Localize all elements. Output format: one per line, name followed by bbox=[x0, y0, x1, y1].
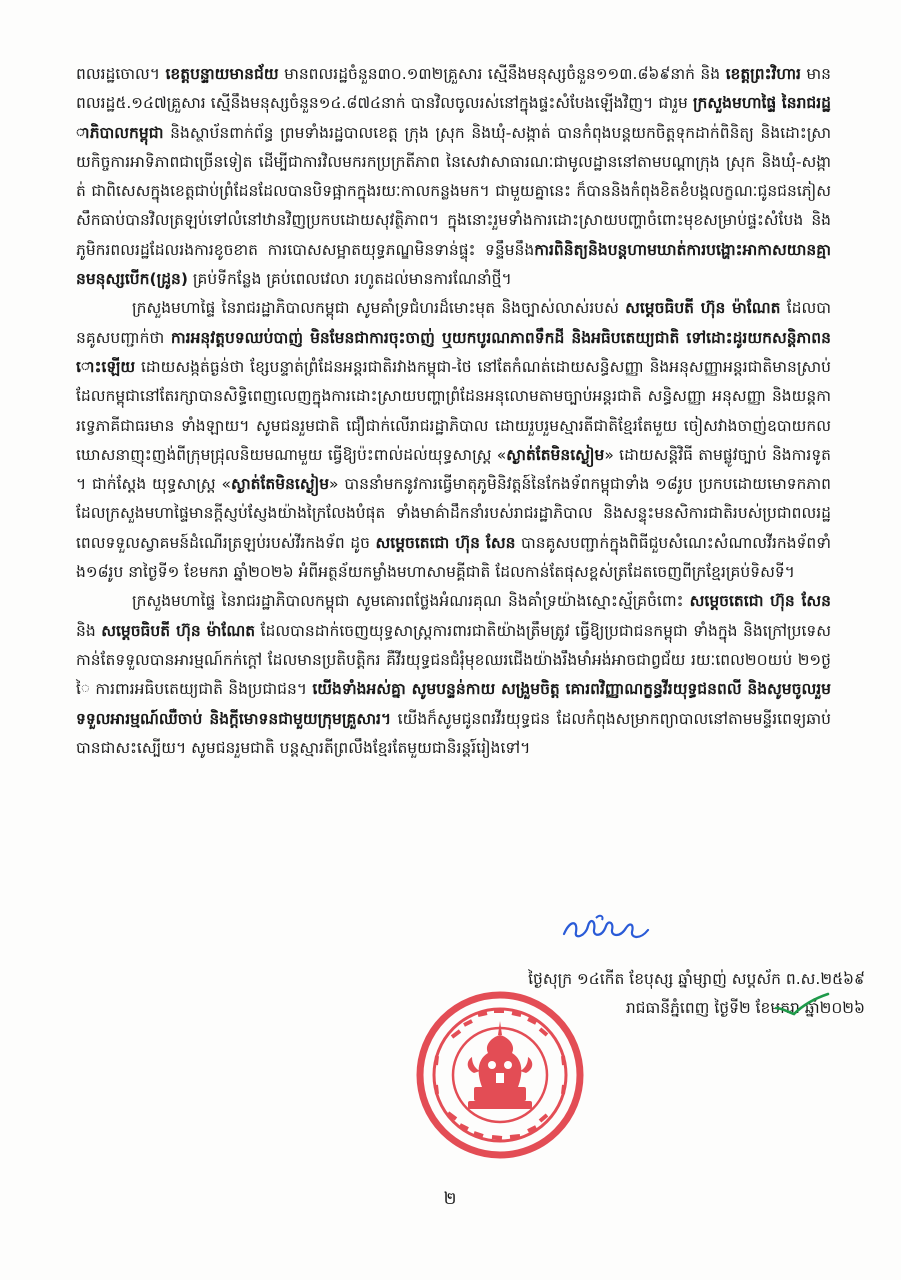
body-text-run: និងស្ថាប័នពាក់ព័ន្ធ ព្រមទាំងរដ្ឋបាលខេត្ត ក្រុង ស្រុក និងឃុំ-សង្កាត់ បានកំពុងបន្តយកចិត្តទុកដាក់ពិនិត្យ និងដោះស្រាយកិច្ចការអាទិភាពជាច្រើនទៀត ដើម្បីជាការវិលមករកប្រក្រតីភាព នៃសេវាសាធារណៈជាមូលដ្ឋាននៅតាមបណ្តាក្រុង ស្រុក និងឃុំ-សង្កាត់ ជាពិសេសក្នុងខេត្តជាប់ព្រំដែនដែលបានបិទផ្អាកក្នុងរយៈកាលកន្លងមក។ ជាមួយគ្នានេះ ក៏បាននិងកំពុងខិតខំបង្កលក្ខណៈជូនជនភៀសសឹកធាប់បានវិលត្រឡប់ទៅលំនៅឋានវិញប្រកបដោយសុវត្ថិភាព។ ក្នុងនោះរួមទាំងការដោះស្រាយបញ្ហាចំពោះមុខសម្រាប់ផ្ទះសំបែង និងភូមិករពលរដ្ឋដែលរងការខូចខាត ការបោសសម្អាតយុទ្ធភណ្ឌមិនទាន់ផ្ទុះ ទន្ទឹមនឹង bbox=[76, 123, 831, 259]
paragraph-3 bbox=[76, 587, 831, 763]
emphasis-text: សម្តេចតេជោ ហ៊ុន សែន bbox=[375, 533, 516, 552]
body-text-run: » ដោយសន្តិវិធី តាមផ្លូវច្បាប់ និងការទូត។ ជាក់ស្តែង យុទ្ធសាស្ត្រ « bbox=[76, 445, 832, 494]
emphasis-text: ខេត្តព្រះវិហារ bbox=[725, 65, 801, 83]
emphasis-text: សម្តេចធិបតី ហ៊ុន ម៉ាណែត bbox=[101, 621, 256, 640]
checkmark-icon bbox=[772, 990, 832, 1018]
emphasis-text: ការពិនិត្យនិងបន្តហាមឃាត់ការបង្ហោះអាកាសយានគ្មានមនុស្សបើក(ដ្រូន) bbox=[76, 240, 831, 289]
official-seal-icon bbox=[412, 985, 587, 1165]
body-text-run: មានពលរដ្ឋចំនួន៣០.១៣២គ្រួសារ ស្មើនឹងមនុស្សចំនួន១១៣.៨៦៩នាក់ និង bbox=[278, 65, 726, 83]
lunar-date: ថ្ងៃសុក្រ ១៤កើត ខែបុស្ស ឆ្នាំម្សាញ់ សប្តស័ក ព.ស.២៥៦៩ bbox=[528, 970, 865, 988]
body-text-run: ពលរដ្ឋចោល។ bbox=[76, 65, 166, 83]
body-text-run: ដោយសង្កត់ធ្ងន់ថា ខ្សែបន្ទាត់ព្រំដែនអន្តរជាតិរវាងកម្ពុជា-ថៃ នៅតែកំណត់ដោយសន្ធិសញ្ញា និងអនុសញ្ញាអន្តរជាតិមានស្រាប់ ដែលកម្ពុជានៅតែរក្សាបានសិទ្ធិពេញលេញក្នុងការដោះស្រាយបញ្ហាព្រំដែនអនុលោមតាមច្បាប់អន្តរជាតិ សន្ធិសញ្ញា អនុសញ្ញា និងយន្តការទ្វេភាគីជាធរមាន ទាំងឡាយ។ សូមជនរួមជាតិ ជឿជាក់លើរាជរដ្ឋាភិបាល ដោយរួបរួមស្មារតីជាតិខ្មែរតែមួយ ចៀសវាងចាញ់ឧបាយកលឃោសនាញុះញង់ពីក្រុមជ្រុលនិយមណាមួយ ធ្វើឱ្យប៉ះពាល់ដល់យុទ្ធសាស្ត្រ « bbox=[76, 357, 831, 464]
emphasis-text: ខេត្តបន្ទាយមានជ័យ bbox=[165, 65, 279, 83]
body-text-run: គ្រប់ទីកន្លែង គ្រប់ពេលវេលា រហូតដល់មានការណែនាំថ្មី។ bbox=[187, 270, 512, 289]
place-date: រាជធានីភ្នំពេញ ថ្ងៃទី២ ខែមករា ឆ្នាំ២០២៦ bbox=[625, 999, 865, 1017]
body-text-run: ដែលបានគូសបញ្ជាក់ថា bbox=[76, 299, 832, 347]
body-text-run: និង bbox=[76, 621, 102, 640]
emphasis-text: យើងទាំងអស់គ្នា សូមបន្ទន់កាយ សង្រួមចិត្ត គោរពវិញ្ញាណក្ខន្ធវីរយុទ្ធជនពលី និងសូមចូលរួមទទួលអារម្មណ៍ឈឺចាប់ និងក្តីមោទនជាមួយក្រុមគ្រួសារ។ bbox=[76, 680, 831, 728]
initials-signature-icon bbox=[560, 912, 655, 947]
emphasis-text: ស្ងាត់តែមិនស្ងៀម bbox=[506, 445, 605, 464]
body-text-run: ក្រសួងមហាផ្ទៃ នៃរាជរដ្ឋាភិបាលកម្ពុជា សូមគាំទ្រជំហរដ៏មោះមុត និងច្បាស់លាស់របស់ bbox=[132, 299, 626, 318]
body-text-run: ក្រសួងមហាផ្ទៃ នៃរាជរដ្ឋាភិបាលកម្ពុជា សូមគោរពថ្លែងអំណរគុណ និងគាំទ្រយ៉ាងស្មោះស្ម័គ្រចំពោះ bbox=[132, 592, 690, 611]
page-number: ២ bbox=[443, 1189, 457, 1209]
emphasis-text: ក្រសួងមហាផ្ទៃ នៃរាជរដ្ឋាភិបាលកម្ពុជា bbox=[76, 94, 832, 142]
body-text-run: មានពលរដ្ឋ៥.១៤៧គ្រួសារ ស្មើនឹងមនុស្សចំនួន១៤.៨៧៤នាក់ បានវិលចូលរស់នៅក្នុងផ្ទះសំបែងឡើងវិញ។ ជារួម bbox=[76, 65, 832, 113]
paragraph-1 bbox=[76, 60, 831, 294]
body-text-run: យើងក៏សូមជូនពរវីរយុទ្ធជន ដែលកំពុងសម្រាកព្យាបាលនៅតាមមន្ទីរពេទ្យឆាប់បានជាសះស្បើយ។ សូមជនរួមជាតិ បន្តស្មារតីព្រលឹងខ្មែរតែមួយជានិរន្តរ៍រៀងទៅ។ bbox=[76, 709, 831, 757]
emphasis-text: ការអនុវត្តបទឈប់បាញ់ មិនមែនជាការចុះចាញ់ ឬយកបូរណភាពទឹកដី និងអធិបតេយ្យជាតិ ទៅដោះដូរយកសន្តិភាពនោះឡើយ bbox=[76, 328, 831, 376]
body-text-run: ដែលបានដាក់ចេញយុទ្ធសាស្ត្រការពារជាតិយ៉ាងត្រឹមត្រូវ ធ្វើឱ្យប្រជាជនកម្ពុជា ទាំងក្នុង និងក្រៅប្រទេស កាន់តែទទួលបានអារម្មណ៍កក់ក្តៅ ដែលមានប្រតិបត្តិករ គឺវីរយុទ្ធជនជំរុំមុខឈរជើងយ៉ាងរឹងមាំអង់អាចជាព្វជ័យ រយៈពេល២០យប់ ២១ថ្ងៃ ការពារអធិបតេយ្យជាតិ និងប្រជាជន។ bbox=[76, 621, 831, 699]
paragraph-2 bbox=[76, 294, 831, 587]
body-text-run: បានគូសបញ្ជាក់ក្នុងពិធីជួបសំណេះសំណាលវីរកងទ័ពទាំង១៨រូប នាថ្ងៃទី១ ខែមករា ឆ្នាំ២០២៦ អំពីអត្ថន័យកម្លាំងមហាសាមគ្គីជាតិ ដែលកាន់តែផុសខ្ពស់ត្រដែតចេញពីក្រខ្មែរគ្រប់ទិសទី។ bbox=[76, 533, 831, 582]
body-text-run: » បាននាំមកនូវការធ្វើមាតុភូមិនិវត្តន៍នៃកែងទ័ពកម្ពុជាទាំង ១៨រូប ប្រកបដោយមោទកភាព ដែលក្រសួងមហាផ្ទៃមានក្តីស្ញប់ស្ញែងយ៉ាងក្រៃលែងបំផុត ទាំងមាគ៌ាដឹកនាំរបស់រាជរដ្ឋាភិបាល និងសន្ទុះមនសិការជាតិរបស់ប្រជាពលរដ្ឋ ពេលទទួលស្វាគមន៍ដំណើរត្រឡប់របស់វីរកងទ័ព ដូច bbox=[76, 475, 831, 552]
document-body bbox=[76, 60, 831, 763]
emphasis-text: ស្ងាត់តែមិនស្ងៀម bbox=[230, 475, 330, 494]
emphasis-text: សម្តេចធិបតី ហ៊ុន ម៉ាណែត bbox=[625, 299, 781, 318]
emphasis-text: សម្តេចតេជោ ហ៊ុន សែន bbox=[689, 592, 831, 611]
